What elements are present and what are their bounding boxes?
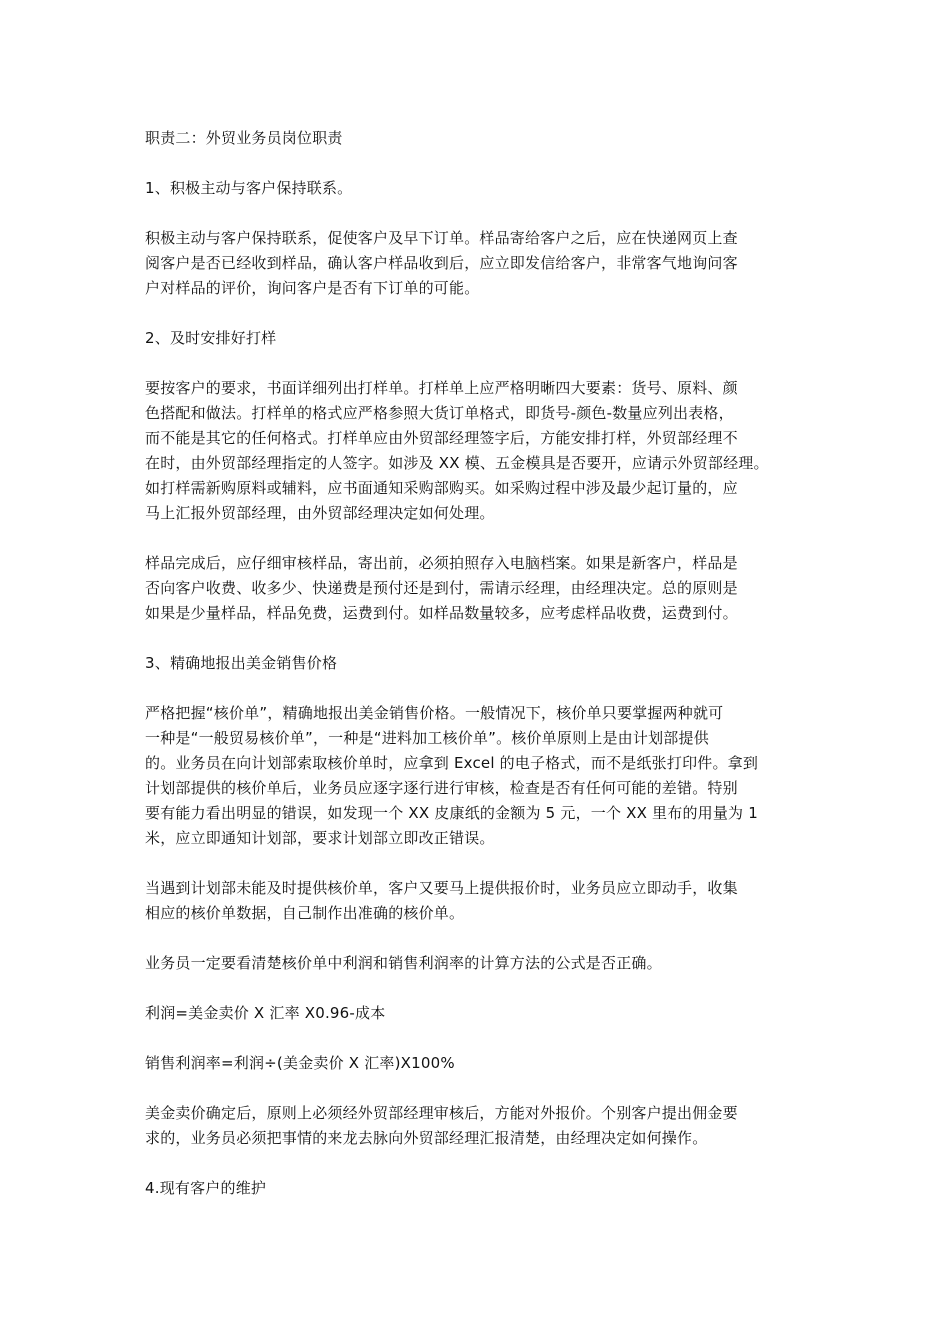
section-heading-1: 1、积极主动与客户保持联系。	[145, 179, 353, 197]
paragraph-line: 样品完成后，应仔细审核样品，寄出前，必须拍照存入电脑档案。如果是新客户，样品是	[145, 554, 738, 572]
paragraph-line: 严格把握“核价单”，精确地报出美金销售价格。一般情况下，核价单只要掌握两种就可	[145, 704, 724, 722]
paragraph-line: 阅客户是否已经收到样品，确认客户样品收到后，应立即发信给客户，非常客气地询问客	[145, 254, 738, 272]
section-heading-4: 4.现有客户的维护	[145, 1179, 267, 1197]
formula-profit: 利润=美金卖价 X 汇率 X0.96-成本	[145, 1004, 386, 1022]
paragraph-line: 相应的核价单数据，自己制作出准确的核价单。	[145, 904, 465, 922]
paragraph-line: 当遇到计划部未能及时提供核价单，客户又要马上提供报价时，业务员应立即动手，收集	[145, 879, 738, 897]
paragraph-line: 美金卖价确定后，原则上必须经外贸部经理审核后，方能对外报价。个别客户提出佣金要	[145, 1104, 738, 1122]
paragraph-line: 在时，由外贸部经理指定的人签字。如涉及 XX 模、五金模具是否要开，应请示外贸部经理。	[145, 454, 769, 472]
paragraph-line: 要按客户的要求，书面详细列出打样单。打样单上应严格明晰四大要素：货号、原料、颜	[145, 379, 738, 397]
paragraph-line: 积极主动与客户保持联系，促使客户及早下订单。样品寄给客户之后，应在快递网页上查	[145, 229, 738, 247]
paragraph-line: 否向客户收费、收多少、快递费是预付还是到付，需请示经理，由经理决定。总的原则是	[145, 579, 738, 597]
paragraph-line: 户对样品的评价，询问客户是否有下订单的可能。	[145, 279, 480, 297]
section-heading-2: 2、及时安排好打样	[145, 329, 277, 347]
paragraph-line: 如果是少量样品，样品免费，运费到付。如样品数量较多，应考虑样品收费，运费到付。	[145, 604, 738, 622]
paragraph-line: 一种是“一般贸易核价单”，一种是“进料加工核价单”。核价单原则上是由计划部提供	[145, 729, 709, 747]
paragraph-line: 计划部提供的核价单后，业务员应逐字逐行进行审核，检查是否有任何可能的差错。特别	[145, 779, 738, 797]
paragraph-line: 如打样需新购原料或辅料，应书面通知采购部购买。如采购过程中涉及最少起订量的，应	[145, 479, 738, 497]
formula-profit-rate: 销售利润率=利润÷(美金卖价 X 汇率)X100%	[145, 1054, 455, 1072]
document-title: 职责二：外贸业务员岗位职责	[145, 129, 343, 147]
paragraph-line: 的。业务员在向计划部索取核价单时，应拿到 Excel 的电子格式，而不是纸张打印件。拿到	[145, 754, 759, 772]
paragraph-line: 求的，业务员必须把事情的来龙去脉向外贸部经理汇报清楚，由经理决定如何操作。	[145, 1129, 708, 1147]
paragraph-line: 业务员一定要看清楚核价单中利润和销售利润率的计算方法的公式是否正确。	[145, 954, 662, 972]
paragraph-line: 米，应立即通知计划部，要求计划部立即改正错误。	[145, 829, 495, 847]
paragraph-line: 而不能是其它的任何格式。打样单应由外贸部经理签字后，方能安排打样，外贸部经理不	[145, 429, 738, 447]
paragraph-line: 要有能力看出明显的错误，如发现一个 XX 皮康纸的金额为 5 元，一个 XX 里布的用量为 1	[145, 804, 758, 822]
paragraph-line: 马上汇报外贸部经理，由外贸部经理决定如何处理。	[145, 504, 495, 522]
paragraph-line: 色搭配和做法。打样单的格式应严格参照大货订单格式，即货号-颜色-数量应列出表格，	[145, 404, 734, 422]
section-heading-3: 3、精确地报出美金销售价格	[145, 654, 338, 672]
